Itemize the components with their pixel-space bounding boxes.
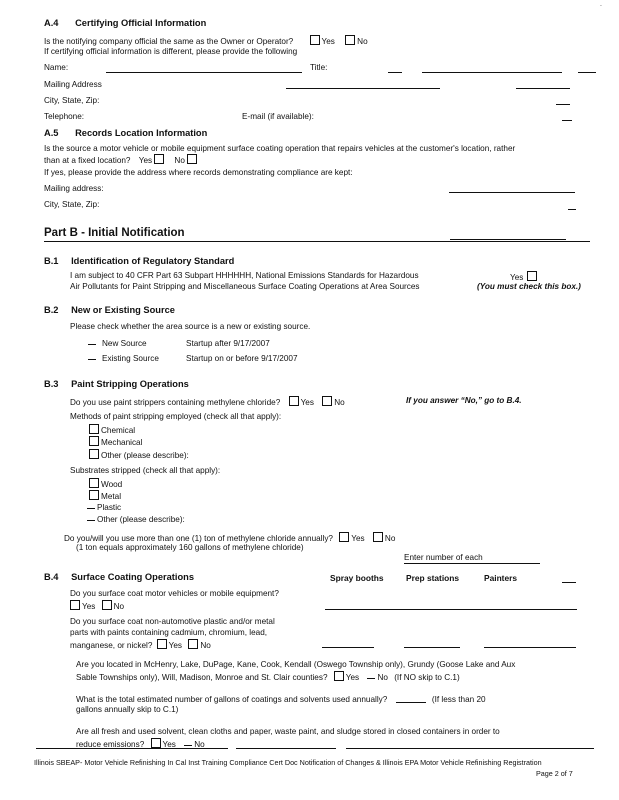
b2-heading [44, 305, 175, 317]
a4-question: Is the notifying company official the same as the Owner or Operator? [44, 37, 294, 46]
b4-loc-yes-label: Yes [345, 673, 360, 682]
b3-q1-no-label: No [334, 398, 345, 407]
b3-q1: Do you use paint strippers containing methylene chloride? [70, 398, 281, 407]
b4-total-line2: gallons annually skip to C.1) [76, 705, 179, 714]
b2-title: New or Existing Source [71, 305, 175, 315]
b4-q2-field-1[interactable] [322, 647, 374, 648]
a5-number: A.5 [44, 128, 59, 138]
b2-option-new[interactable] [88, 339, 270, 349]
a4-city-label: City, State, Zip: [44, 96, 100, 105]
b3-method-other[interactable] [87, 449, 189, 461]
footer-page-number: Page 2 of 7 [536, 769, 573, 778]
a4-telephone-label: Telephone: [44, 112, 85, 121]
a4-city-field[interactable] [556, 104, 570, 105]
a5-city-label: City, State, Zip: [44, 200, 100, 209]
b4-waste-no-label: No [194, 740, 205, 749]
b2-option-existing[interactable] [88, 354, 298, 364]
a4-mailing-field-2[interactable] [516, 88, 570, 89]
b1-must-check: (You must check this box.) [477, 282, 581, 291]
b2-existing-blank[interactable] [88, 359, 96, 360]
a4-title-label: Title: [310, 63, 328, 72]
b3-substrate-other[interactable] [87, 515, 185, 525]
a4-question-row [44, 35, 368, 47]
b3-substrate-other-label: Other (please describe): [97, 515, 185, 524]
b3-q2-line1: Do you/will you use more than one (1) ton of methylene chloride annually? [64, 534, 333, 543]
a4-yes-checkbox[interactable] [310, 35, 320, 45]
a5-yes-label: Yes [138, 156, 153, 165]
b3-substrate-metal-label: Metal [101, 492, 122, 501]
a5-mailing-label: Mailing address: [44, 184, 104, 193]
a5-city-field[interactable] [568, 209, 576, 210]
b3-method-chemical-checkbox[interactable] [89, 424, 99, 434]
b4-q1-yes-label: Yes [82, 602, 96, 611]
b4-number: B.4 [44, 572, 59, 582]
a5-note: If yes, please provide the address where records demonstrating compliance are kept: [44, 168, 353, 177]
b2-instruction: Please check whether the area source is a new or existing source. [70, 322, 311, 331]
b4-waste-line2: reduce emissions? [76, 740, 145, 749]
b4-title: Surface Coating Operations [71, 572, 195, 582]
b3-substrates-label: Substrates stripped (check all that apply): [70, 466, 221, 475]
b4-q1-no-label: No [113, 602, 125, 611]
b4-q2-line2: parts with paints containing cadmium, chromium, lead, [70, 628, 268, 637]
a4-title-field-1[interactable] [388, 72, 402, 73]
b2-new-blank[interactable] [88, 344, 96, 345]
b4-total-line1-row [76, 694, 486, 705]
b3-q2-no-checkbox[interactable] [373, 532, 383, 542]
b3-q2-yes-checkbox[interactable] [339, 532, 349, 542]
a5-title: Records Location Information [75, 128, 208, 138]
a4-mailing-field[interactable] [286, 88, 440, 89]
b4-q2-line3-row [70, 639, 211, 651]
b3-method-chemical-label: Chemical [101, 426, 136, 435]
b4-q2-field-3[interactable] [484, 647, 576, 648]
a4-no-checkbox[interactable] [345, 35, 355, 45]
a4-mailing-label: Mailing Address [44, 80, 102, 89]
a4-title: Certifying Official Information [75, 18, 207, 28]
b2-existing-detail: Startup on or before 9/17/2007 [186, 354, 298, 363]
b3-q1-yes-checkbox[interactable] [289, 396, 299, 406]
a4-title-field-3[interactable] [578, 72, 596, 73]
b4-loc-line2a: Sable Townships only), Will, Madison, Monroe and St. Clair counties? [76, 673, 328, 682]
a5-no-label: No [174, 156, 185, 165]
b4-enter-number-rule [404, 563, 540, 564]
b4-waste-yes-label: Yes [162, 740, 176, 749]
b2-new-detail: Startup after 9/17/2007 [186, 339, 270, 348]
b3-substrate-plastic-label: Plastic [97, 503, 122, 512]
b4-q2-line1: Do you surface coat non-automotive plastic and/or metal [70, 617, 275, 626]
b3-title: Paint Stripping Operations [71, 379, 189, 389]
b4-col-spray-booths: Spray booths [330, 573, 384, 583]
b4-total-field[interactable] [396, 694, 426, 703]
a4-email-label: E-mail (if available): [242, 112, 314, 121]
b4-total-line1b: (If less than 20 [431, 695, 486, 704]
b3-method-other-checkbox[interactable] [89, 449, 99, 459]
b4-heading [44, 572, 194, 584]
b4-total-line1a: What is the total estimated number of gallons of coatings and solvents used annually? [76, 695, 388, 704]
b1-text-line2: Air Pollutants for Paint Stripping and Miscellaneous Surface Coating Operations at Area Sources [70, 282, 420, 291]
b3-q2-yes-label: Yes [351, 534, 365, 543]
b3-substrate-wood[interactable] [87, 478, 122, 490]
a4-name-field[interactable] [106, 72, 302, 73]
b3-substrate-wood-checkbox[interactable] [89, 478, 99, 488]
b3-method-mechanical-label: Mechanical [101, 438, 143, 447]
b4-waste-line1: Are all fresh and used solvent, clean cloths and paper, waste paint, and sludge stored in closed containers in order to [76, 727, 500, 736]
b4-q2-yes-checkbox[interactable] [157, 639, 167, 649]
b3-substrate-other-blank[interactable] [87, 520, 95, 521]
b4-q1-no-checkbox[interactable] [102, 600, 112, 610]
b1-title: Identification of Regulatory Standard [71, 256, 235, 266]
a4-number: A.4 [44, 18, 59, 28]
b2-new-label: New Source [102, 339, 147, 348]
b3-q1-row [70, 396, 345, 408]
b1-text-line1: I am subject to 40 CFR Part 63 Subpart HHHHHH, National Emissions Standards for Hazardous [70, 271, 419, 280]
b4-q1-yes-checkbox[interactable] [70, 600, 80, 610]
a5-question-line1: Is the source a motor vehicle or mobile equipment surface coating operation that repairs vehicles at the customer's location, rather [44, 144, 516, 153]
b1-heading [44, 256, 234, 268]
b1-number: B.1 [44, 256, 59, 266]
a5-question-line2: than at a fixed location? [44, 156, 131, 165]
part-b-rule-2 [450, 239, 566, 240]
a4-yes-label: Yes [321, 37, 335, 46]
b4-q2-no-label: No [200, 641, 211, 650]
b3-heading [44, 379, 189, 391]
a5-no-checkbox[interactable] [187, 154, 197, 164]
b3-q1-no-checkbox[interactable] [322, 396, 332, 406]
b3-substrate-metal-checkbox[interactable] [89, 490, 99, 500]
b4-col-field[interactable] [562, 582, 576, 583]
footer-rule-mid [236, 748, 336, 749]
b4-loc-no-label: No [377, 673, 388, 682]
a5-yes-checkbox[interactable] [154, 154, 164, 164]
corner-mark: ˙ [600, 4, 603, 13]
b4-col-painters: Painters [484, 573, 518, 583]
b4-q1-field[interactable] [325, 609, 577, 610]
b4-waste-no-blank[interactable] [184, 745, 192, 746]
footer-rule-left [36, 748, 228, 749]
b3-substrate-plastic[interactable] [87, 503, 121, 513]
a5-heading [44, 128, 207, 140]
b3-substrate-plastic-blank[interactable] [87, 508, 95, 509]
part-b-title: Part B - Initial Notification [44, 227, 185, 239]
a4-email-field[interactable] [562, 120, 572, 121]
b4-loc-yes-checkbox[interactable] [334, 671, 344, 681]
b3-method-chemical[interactable] [87, 424, 135, 436]
a5-mailing-field[interactable] [449, 192, 575, 193]
a5-question-line2-row [44, 154, 199, 166]
a4-name-label: Name: [44, 63, 69, 72]
b2-existing-label: Existing Source [102, 354, 159, 363]
b4-loc-line2b: (If NO skip to C.1) [394, 673, 460, 682]
a4-heading [44, 18, 206, 30]
b4-loc-no-blank[interactable] [367, 678, 375, 679]
b4-enter-number: Enter number of each [404, 553, 483, 562]
b3-if-no: If you answer “No,” go to B.4. [406, 396, 522, 405]
b1-yes-label: Yes [510, 273, 524, 282]
b3-method-mechanical-checkbox[interactable] [89, 436, 99, 446]
b4-q2-yes-label: Yes [168, 641, 183, 650]
b4-q1: Do you surface coat motor vehicles or mobile equipment? [70, 589, 279, 598]
b3-q2-no-label: No [384, 534, 396, 543]
b3-method-other-label: Other (please describe): [101, 451, 189, 460]
b4-q2-no-checkbox[interactable] [188, 639, 198, 649]
b3-substrate-metal[interactable] [87, 490, 121, 502]
b4-waste-yes-checkbox[interactable] [151, 738, 161, 748]
b4-col-prep-stations: Prep stations [406, 573, 460, 583]
b2-number: B.2 [44, 305, 59, 315]
footer-rule-right [346, 748, 594, 749]
b4-q2-field-2[interactable] [404, 647, 460, 648]
b4-q2-line3: manganese, or nickel? [70, 641, 153, 650]
b3-substrate-wood-label: Wood [101, 480, 123, 489]
b3-methods-label: Methods of paint stripping employed (check all that apply): [70, 412, 282, 421]
b3-q2-line2: (1 ton equals approximately 160 gallons of methylene chloride) [76, 543, 304, 552]
b4-loc-line2-row [76, 671, 460, 683]
footer-text: Illinois SBEAP- Motor Vehicle Refinishing In Cal Inst Training Compliance Cert Doc Notification of Changes & Illinois EPA Motor Vehicle Refinishing Registration [34, 758, 542, 767]
b4-q1-options [70, 600, 124, 612]
b3-number: B.3 [44, 379, 59, 389]
a4-diff-note: If certifying official information is different, please provide the following [44, 47, 298, 56]
b3-method-mechanical[interactable] [87, 436, 142, 448]
b3-q1-yes-label: Yes [300, 398, 314, 407]
b4-loc-line1: Are you located in McHenry, Lake, DuPage, Kane, Cook, Kendall (Oswego Township only), Grundy (Goose Lake and Aux [76, 660, 516, 669]
part-b-rule [44, 241, 590, 242]
a4-title-field-2[interactable] [422, 72, 562, 73]
a4-no-label: No [357, 37, 368, 46]
b1-yes-checkbox[interactable] [527, 271, 537, 281]
